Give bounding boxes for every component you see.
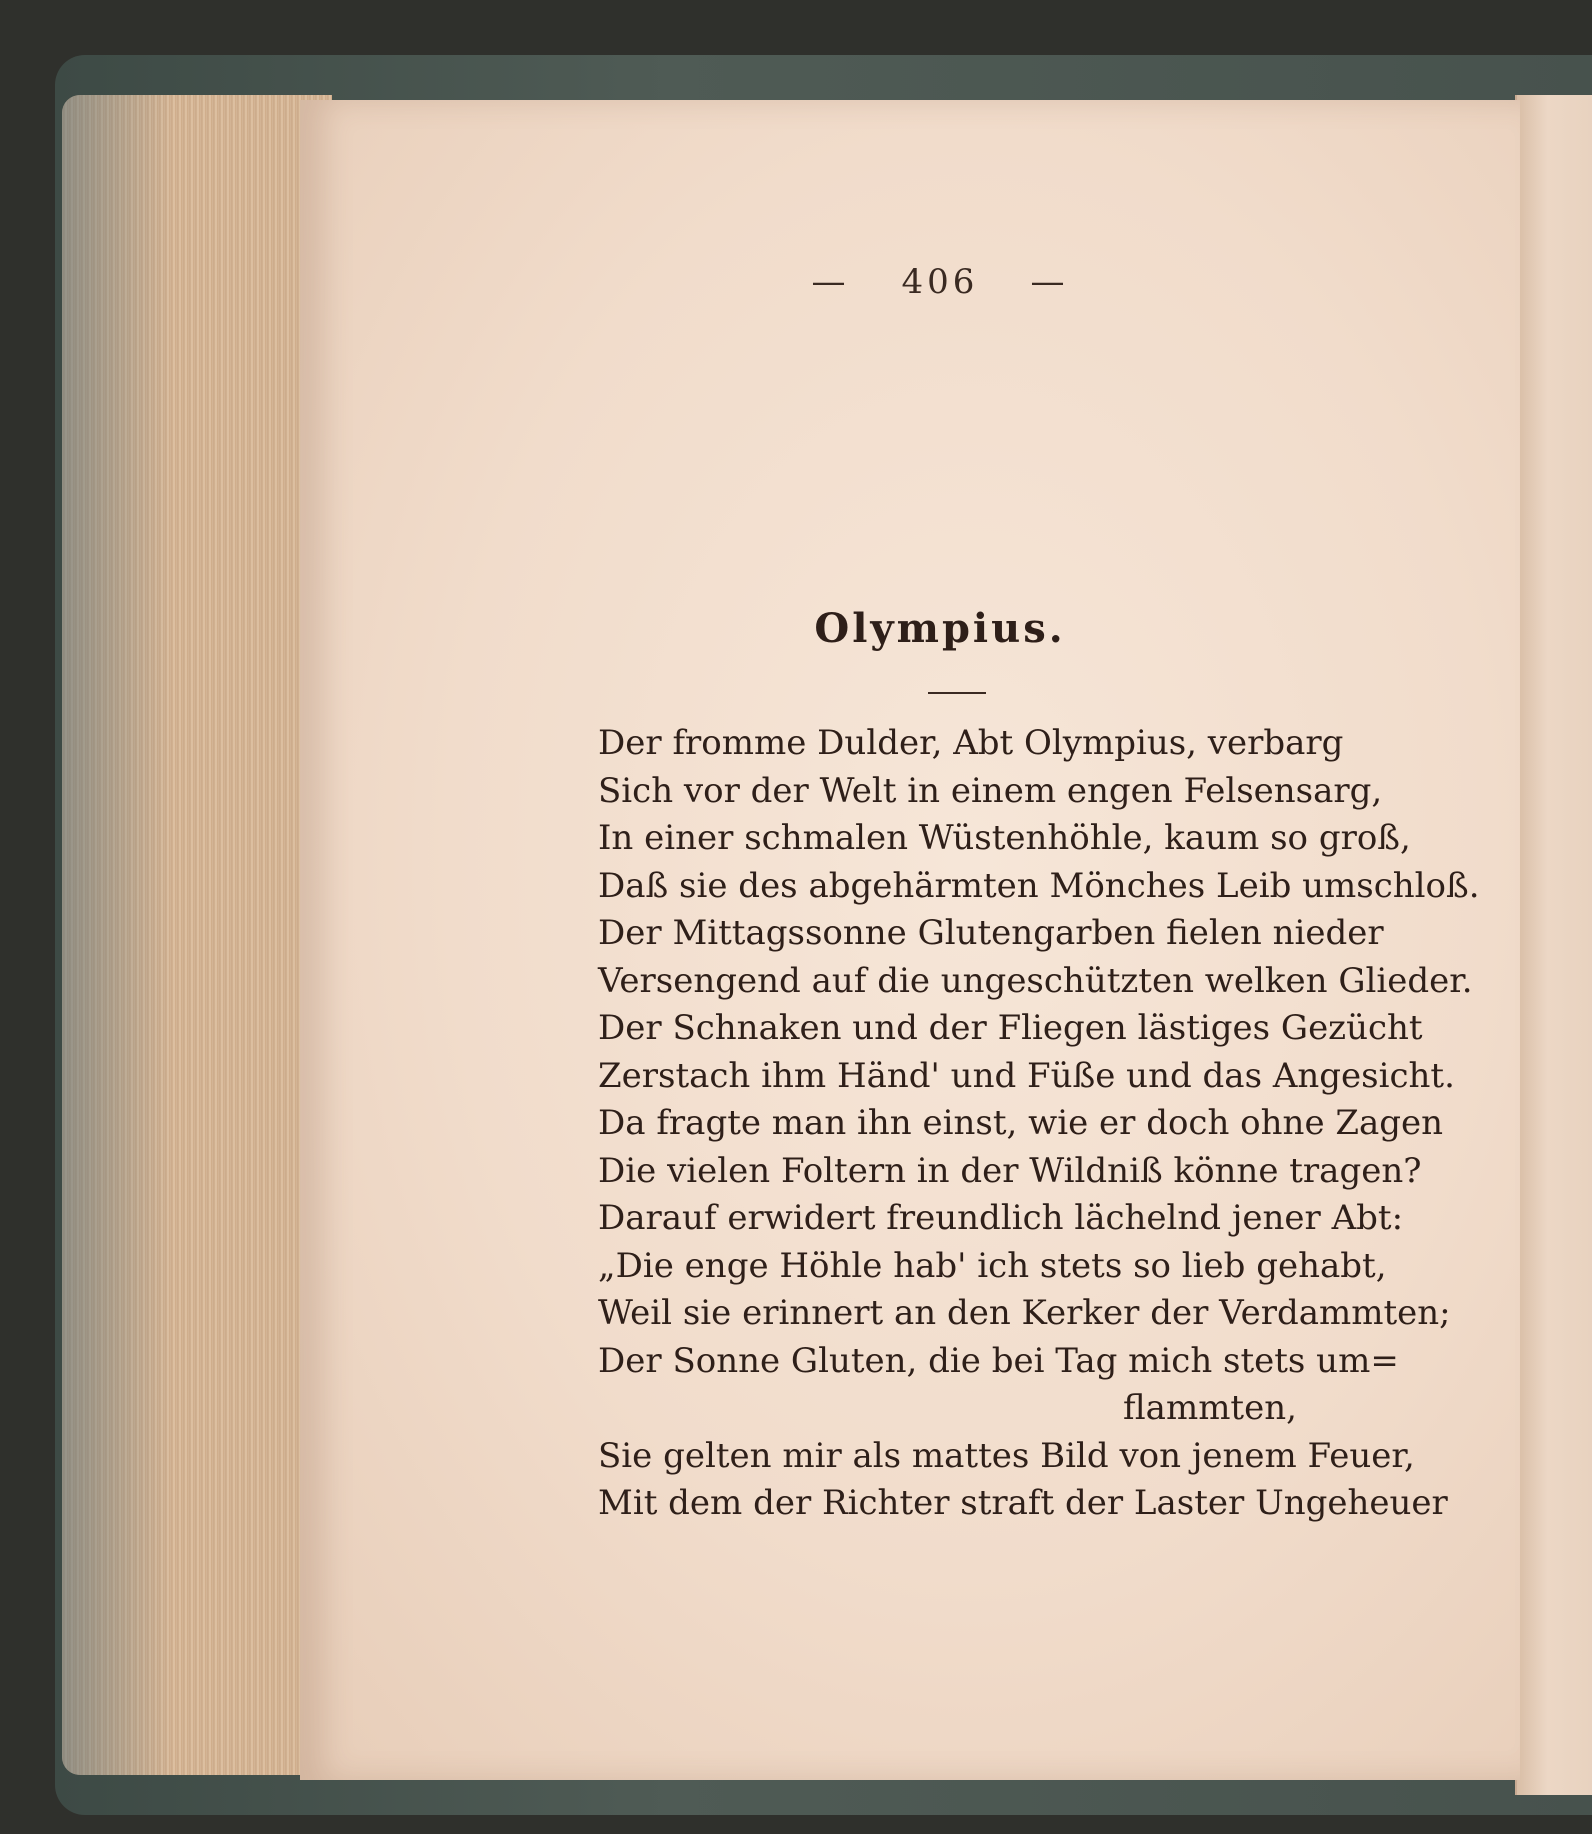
verse-line: Die vielen Foltern in der Wildniß könne tragen? bbox=[598, 1150, 1422, 1191]
verse-line: Mit dem der Richter straft der Laster Ungeheuer bbox=[598, 1483, 1448, 1523]
title-rule bbox=[928, 692, 986, 694]
verse-line: Der Schnaken und der Fliegen lästiges Gezücht bbox=[598, 1008, 1423, 1048]
verse-line: Sich vor der Welt in einem engen Felsensarg, bbox=[598, 770, 1383, 811]
verse-line: Versengend auf die ungeschützten welken Glieder. bbox=[598, 960, 1473, 1001]
verse-line: Sie gelten mir als mattes Bild von jenem Feuer, bbox=[598, 1435, 1415, 1476]
header-dash-left: — bbox=[811, 262, 850, 302]
verse-line: Da fragte man ihn einst, wie er doch ohne Zagen bbox=[598, 1103, 1444, 1143]
verse-line: „Die enge Höhle hab' ich stets so lieb gehabt, bbox=[598, 1245, 1387, 1286]
page-edge-stain bbox=[62, 95, 172, 1775]
verse-line: Der Mittagssonne Glutengarben fielen nieder bbox=[598, 913, 1384, 953]
verse-line: Zerstach ihm Händ' und Füße und das Angesicht. bbox=[598, 1055, 1455, 1096]
verse-line: Daß sie des abgehärmten Mönches Leib umschloß. bbox=[598, 865, 1480, 906]
poem-verse bbox=[598, 720, 1480, 1528]
verse-line: Der fromme Dulder, Abt Olympius, verbarg bbox=[598, 723, 1344, 763]
facing-page-edge bbox=[1515, 95, 1592, 1795]
verse-line: Darauf erwidert freundlich lächelnd jener Abt: bbox=[598, 1198, 1404, 1238]
page-edges bbox=[62, 95, 332, 1775]
verse-line-continuation: flammten, bbox=[1123, 1388, 1297, 1428]
verse-line: In einer schmalen Wüstenhöhle, kaum so groß, bbox=[598, 818, 1411, 858]
page-number: 406 bbox=[901, 262, 979, 302]
page-header bbox=[0, 262, 1592, 302]
verse-line: Weil sie erinnert an den Kerker der Verdammten; bbox=[598, 1293, 1451, 1333]
poem-title: Olympius. bbox=[814, 605, 1066, 652]
verse-line: Der Sonne Gluten, die bei Tag mich stets um= bbox=[598, 1340, 1399, 1381]
header-dash-right: — bbox=[1030, 262, 1069, 302]
